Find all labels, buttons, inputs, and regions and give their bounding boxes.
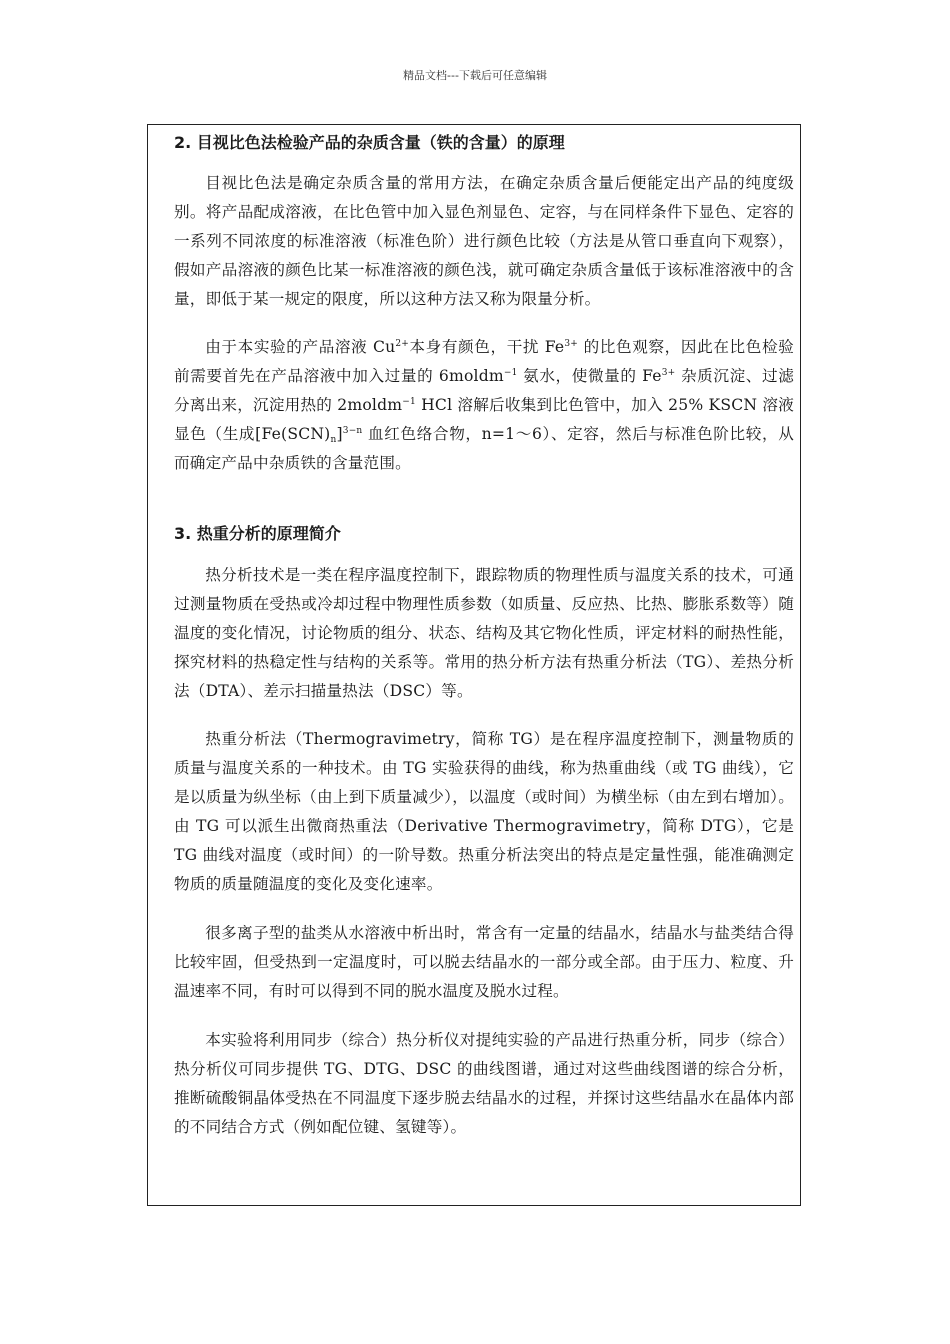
text-run: 杂质沉淀、过滤分离出来，沉淀用热的 2moldm (174, 367, 794, 414)
text-run: 氨水，使微量的 Fe (517, 367, 662, 385)
text-run: 由于本实验的产品溶液 Cu (205, 338, 396, 356)
text-run: 血红色络合物，n=1～6）、定容，然后与标准色阶比较，从而确定产品中杂质铁的含量范围。 (174, 425, 794, 472)
section-3-paragraph-1: 热分析技术是一类在程序温度控制下，跟踪物质的物理性质与温度关系的技术，可通过测量物质在受热或冷却过程中物理性质参数（如质量、反应热、比热、膨胀系数等）随温度的变化情况，讨论物质的组分、状态、结构及其它物化性质，评定材料的耐热性能，探究材料的热稳定性与结构的关系等。常用的热分析方法有热重分析法（TG）、差热分析法（DTA）、差示扫描量热法（DSC）等。 (174, 566, 794, 700)
section-3-paragraph-3: 很多离子型的盐类从水溶液中析出时，常含有一定量的结晶水，结晶水与盐类结合得比较牢固，但受热到一定温度时，可以脱去结晶水的一部分或全部。由于压力、粒度、升温速率不同，有时可以得到不同的脱水温度及脱水过程。 (174, 924, 794, 1000)
superscript: 3−n (342, 426, 363, 436)
page-header: 精品文档---下载后可任意编辑 (403, 69, 547, 82)
section-3-paragraph-4: 本实验将利用同步（综合）热分析仪对提纯实验的产品进行热重分析，同步（综合）热分析仪可同步提供 TG、DTG、DSC 的曲线图谱，通过对这些曲线图谱的综合分析，推断硫酸铜晶体受热在不同温度下逐步脱去结晶水的过程，并探讨这些结晶水在晶体内部的不同结合方式（例如配位键、氢键等）。 (174, 1031, 794, 1136)
text-run: ] (336, 425, 343, 443)
superscript: 3+ (564, 339, 578, 349)
content-frame (147, 124, 801, 1206)
superscript: 2+ (395, 339, 409, 349)
text-run: 本身有颜色，干扰 Fe (408, 338, 565, 356)
text-run: 的比色观察，因此在比色检验前需要首先在产品溶液中加入过量的 6moldm (174, 338, 794, 385)
section-2-heading: 2. 目视比色法检验产品的杂质含量（铁的含量）的原理 (174, 133, 565, 152)
superscript: −1 (402, 397, 416, 407)
superscript: 3+ (661, 368, 676, 378)
subscript: n (330, 435, 337, 445)
text-run: HCl 溶解后收集到比色管中，加入 25% KSCN 溶液显色（生成[Fe(SCN) (174, 396, 794, 443)
section-3-heading: 3. 热重分析的原理简介 (174, 524, 341, 543)
superscript: −1 (503, 368, 518, 378)
section-2-paragraph-1: 目视比色法是确定杂质含量的常用方法，在确定杂质含量后便能定出产品的纯度级别。将产品配成溶液，在比色管中加入显色剂显色、定容，与在同样条件下显色、定容的一系列不同浓度的标准溶液（标准色阶）进行颜色比较（方法是从管口垂直向下观察），假如产品溶液的颜色比某一标准溶液的颜色浅，就可确定杂质含量低于该标准溶液中的含量，即低于某一规定的限度，所以这种方法又称为限量分析。 (174, 174, 794, 308)
section-2-paragraph-2 (174, 333, 794, 478)
section-3-paragraph-2: 热重分析法（Thermogravimetry，简称 TG）是在程序温度控制下，测量物质的质量与温度关系的一种技术。由 TG 实验获得的曲线，称为热重曲线（或 TG 曲线），它是以质量为纵坐标（由上到下质量减少），以温度（或时间）为横坐标（由左到右增加）。由 TG 可以派生出微商热重法（Derivative Thermogravimetry，简称 DTG），它是 TG 曲线对温度（或时间）的一阶导数。热重分析法突出的特点是定量性强，能准确测定物质的质量随温度的变化及变化速率。 (174, 730, 794, 893)
